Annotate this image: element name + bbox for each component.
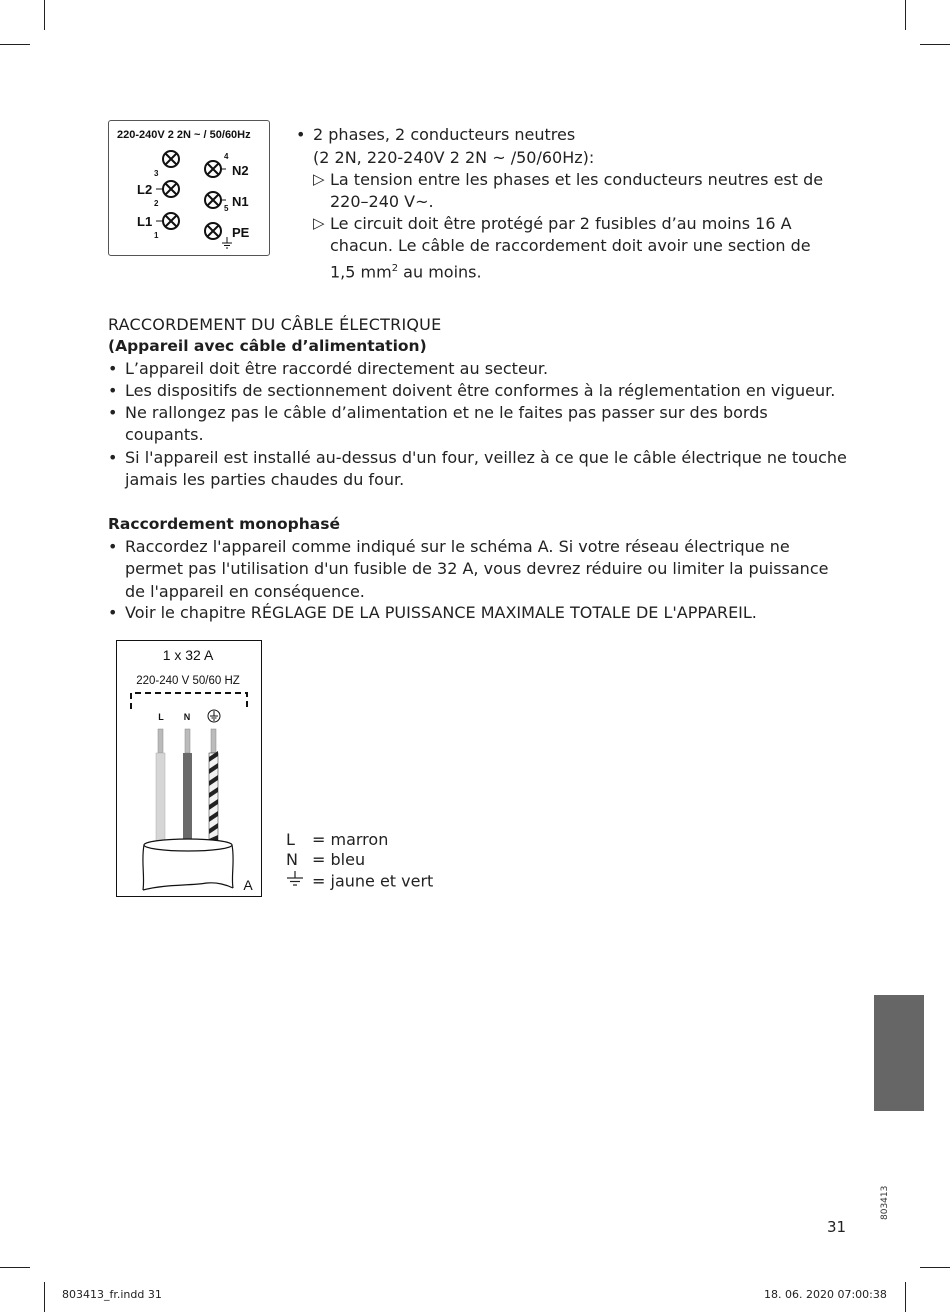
doc-code: 803413 xyxy=(880,1185,890,1220)
terminal-number: 3 xyxy=(154,169,159,178)
crop-mark xyxy=(44,0,45,30)
crop-mark xyxy=(44,1282,45,1312)
crop-mark xyxy=(0,44,30,45)
diagram-a-drawing xyxy=(117,641,260,895)
triangle-icon: ▷ xyxy=(313,214,325,232)
terminal-diagram-drawing xyxy=(109,121,269,255)
page-number: 31 xyxy=(827,1218,847,1236)
label-n1: N1 xyxy=(232,194,249,209)
terminal-number: 5 xyxy=(224,204,229,213)
crop-mark xyxy=(920,44,950,45)
legend-row: = jaune et vert xyxy=(286,870,433,892)
terminal-number: 4 xyxy=(224,152,229,161)
bullet-text: 2 phases, 2 conducteurs neutres xyxy=(313,125,576,144)
legend-row: N = bleu xyxy=(286,850,366,869)
crop-mark xyxy=(905,1282,906,1312)
diagram-letter: A xyxy=(243,877,253,893)
crop-mark xyxy=(905,0,906,30)
note-line: 1,5 $mm^2$ au moins. xyxy=(330,262,482,282)
crop-mark xyxy=(920,1267,950,1268)
wire-l xyxy=(156,753,165,843)
crop-mark xyxy=(0,1267,30,1268)
wire-label-l: L xyxy=(158,712,164,722)
label-n2: N2 xyxy=(232,163,249,178)
fuse-label: 1 x 32 A xyxy=(162,647,214,663)
terminal-header: 220-240V 2 2N ~ / 50/60Hz xyxy=(117,129,251,141)
wire-n xyxy=(183,753,192,843)
ground-icon xyxy=(222,237,232,248)
two-phase-sub: (2 2N, 220-240V 2 2N ~ /50/60Hz): xyxy=(313,148,595,167)
earth-icon xyxy=(208,710,220,722)
diagram-a xyxy=(116,640,262,897)
slug-left: 803413_fr.indd 31 xyxy=(62,1288,162,1301)
label-l2: L2 xyxy=(137,182,153,197)
note-fuse xyxy=(313,213,833,283)
wire-label-n: N xyxy=(183,712,191,722)
note-voltage xyxy=(313,169,833,214)
note-line: chacun. Le câble de raccordement doit avoir une section de xyxy=(330,236,811,256)
side-tab xyxy=(874,995,924,1111)
triangle-icon: ▷ xyxy=(313,170,325,188)
note-line: La tension entre les phases et les conducteurs neutres est de xyxy=(330,170,824,189)
bullet-dot: • xyxy=(296,125,306,144)
voltage-label: 220-240 V 50/60 HZ xyxy=(136,675,240,687)
label-l1: L1 xyxy=(137,214,153,229)
terminal-diagram xyxy=(108,120,270,256)
terminal-number: 1 xyxy=(154,231,159,240)
wire-earth xyxy=(209,751,218,843)
slug-right: 18. 06. 2020 07:00:38 xyxy=(764,1288,887,1301)
section-title-cable: RACCORDEMENT DU CÂBLE ÉLECTRIQUE xyxy=(108,315,442,334)
legend-row: L = marron xyxy=(286,830,389,849)
section-subtitle-cable: (Appareil avec câble d’alimentation) xyxy=(108,337,427,355)
label-pe: PE xyxy=(232,225,250,240)
note-line: 220–240 V~. xyxy=(330,192,434,212)
ground-icon xyxy=(286,870,312,892)
section-title-mono: Raccordement monophasé xyxy=(108,515,340,533)
note-line: Le circuit doit être protégé par 2 fusibles d’au moins 16 A xyxy=(330,214,792,233)
terminal-number: 2 xyxy=(154,199,159,208)
